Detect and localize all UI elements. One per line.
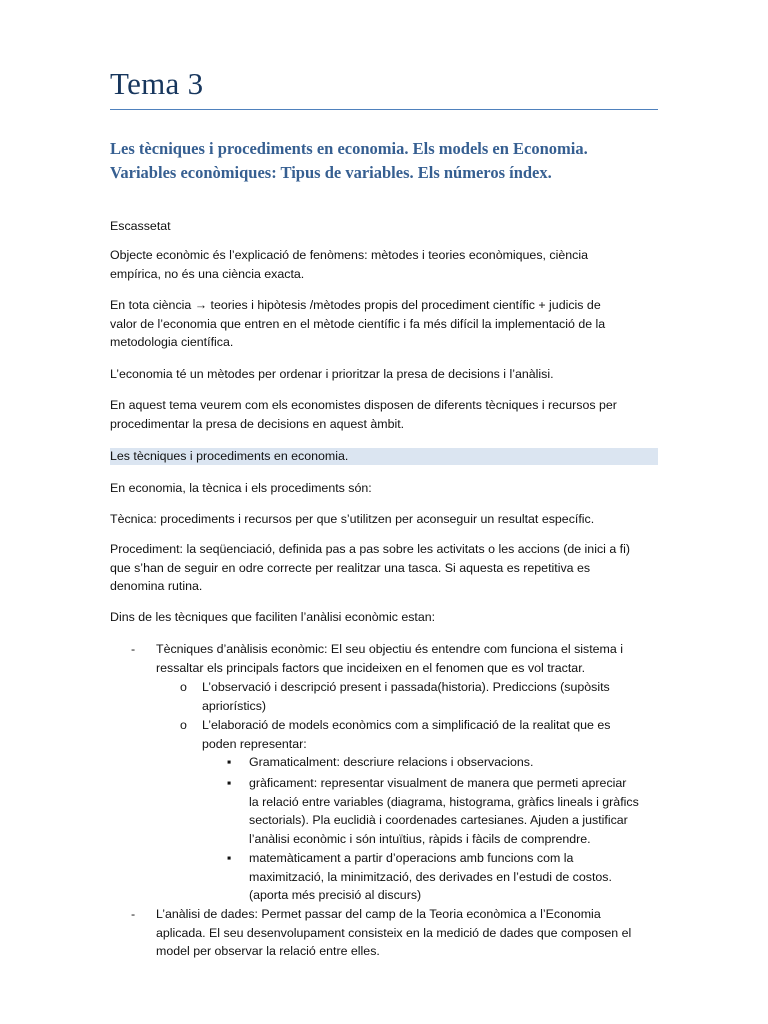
text-line: En tota ciència → teories i hipòtesis /mètodes propis del procediment científic + judicis de bbox=[110, 298, 601, 312]
text-line: L’elaboració de models econòmics com a simplificació de la realitat que es bbox=[202, 718, 611, 732]
paragraph-objecte bbox=[110, 246, 660, 283]
text-line: (aporta més precisió al discurs) bbox=[249, 888, 422, 902]
subtitle-line: Variables econòmiques: Tipus de variables. Els números índex. bbox=[110, 163, 552, 182]
text-line: model per observar la relació entre elles. bbox=[156, 944, 380, 958]
text-line: procedimentar la presa de decisions en aquest àmbit. bbox=[110, 416, 405, 431]
page-title: Tema 3 bbox=[110, 66, 204, 101]
list-subitem-models bbox=[202, 716, 610, 753]
dash-bullet: - bbox=[131, 642, 136, 656]
square-bullet: ▪ bbox=[227, 851, 232, 865]
list-subitem-observacio bbox=[202, 678, 610, 715]
section-heading: Les tècniques i procediments en economia. bbox=[110, 449, 349, 463]
square-bullet: ▪ bbox=[227, 776, 232, 790]
paragraph-tecnica bbox=[110, 510, 660, 529]
text-line: apriorístics) bbox=[202, 698, 267, 713]
text-line: matemàticament a partir d’operacions amb funcions com la bbox=[249, 851, 574, 865]
circle-bullet: o bbox=[180, 680, 187, 694]
list-subsubitem-graficament bbox=[249, 774, 639, 848]
text-line: empírica, no és una ciència exacta. bbox=[110, 266, 305, 281]
text-line: maximització, la minimització, des derivades en l’estudi de costos. bbox=[249, 869, 612, 884]
text-line: poden representar: bbox=[202, 736, 307, 751]
subtitle bbox=[110, 137, 670, 185]
list-item-tecniques bbox=[156, 640, 623, 677]
text-line: valor de l’economia que entren en el mètode científic i fa més difícil la implementació de la bbox=[110, 316, 606, 331]
list-item-analisi-dades bbox=[156, 905, 631, 961]
paragraph-tecnica-intro bbox=[110, 479, 660, 498]
paragraph-escassetat bbox=[110, 217, 660, 236]
subtitle-line: Les tècniques i procediments en economia. Els models en Economia. bbox=[110, 139, 588, 158]
paragraph-dins bbox=[110, 608, 660, 627]
text-line: En economia, la tècnica i els procediments són: bbox=[110, 481, 372, 495]
text-line: L’anàlisi de dades: Permet passar del camp de la Teoria econòmica a l’Economia bbox=[156, 907, 601, 921]
paragraph-tema bbox=[110, 396, 660, 433]
text-line: metodologia científica. bbox=[110, 335, 234, 349]
text-line: que s’han de seguir en odre correcte per realitzar una tasca. Si aquesta es repetitiva es bbox=[110, 560, 591, 575]
text-line: ressaltar els principals factors que incideixen en el fenomen que es vol tractar. bbox=[156, 660, 586, 675]
text-line: Procediment: la seqüenciació, definida pas a pas sobre les activitats o les accions (de inici a fi) bbox=[110, 542, 630, 556]
paragraph-ciencia bbox=[110, 296, 660, 352]
title-underline bbox=[110, 109, 658, 110]
square-bullet: ▪ bbox=[227, 755, 232, 769]
paragraph-economia bbox=[110, 365, 660, 384]
text-line: Escassetat bbox=[110, 219, 171, 233]
text-line: Objecte econòmic és l’explicació de fenòmens: mètodes i teories econòmiques, ciència bbox=[110, 248, 588, 262]
paragraph-procediment bbox=[110, 540, 660, 596]
text-line: Tècniques d’anàlisis econòmic: El seu objectiu és entendre com funciona el sistema i bbox=[156, 642, 623, 656]
text-line: En aquest tema veurem com els economistes disposen de diferents tècniques i recursos per bbox=[110, 398, 617, 412]
text-line: denomina rutina. bbox=[110, 579, 203, 593]
list-subsubitem-matematicament bbox=[249, 849, 612, 905]
section-heading-highlight bbox=[110, 448, 658, 465]
dash-bullet: - bbox=[131, 907, 136, 921]
text-line: l’anàlisi econòmic i són intuïtius, ràpids i fàcils de comprendre. bbox=[249, 831, 591, 846]
text-line: la relació entre variables (diagrama, histograma, gràfics lineals i gràfics bbox=[249, 794, 639, 809]
circle-bullet: o bbox=[180, 718, 187, 732]
text-line: L’observació i descripció present i passada(historia). Prediccions (supòsits bbox=[202, 680, 610, 694]
text-line: Tècnica: procediments i recursos per que s’utilitzen per aconseguir un resultat específic. bbox=[110, 512, 595, 526]
text-line: sectorials). Pla euclidià i coordenades cartesianes. Ajuden a justificar bbox=[249, 813, 628, 827]
text-line: L’economia té un mètodes per ordenar i prioritzar la presa de decisions i l’anàlisi. bbox=[110, 367, 554, 381]
text-line: gràficament: representar visualment de manera que permeti apreciar bbox=[249, 776, 627, 790]
text-line: aplicada. El seu desenvolupament consisteix en la medició de dades que composen el bbox=[156, 925, 632, 940]
text-line: Gramaticalment: descriure relacions i observacions. bbox=[249, 755, 534, 769]
text-line: Dins de les tècniques que faciliten l’anàlisi econòmic estan: bbox=[110, 610, 436, 624]
list-subsubitem-gramaticalment bbox=[249, 753, 533, 772]
